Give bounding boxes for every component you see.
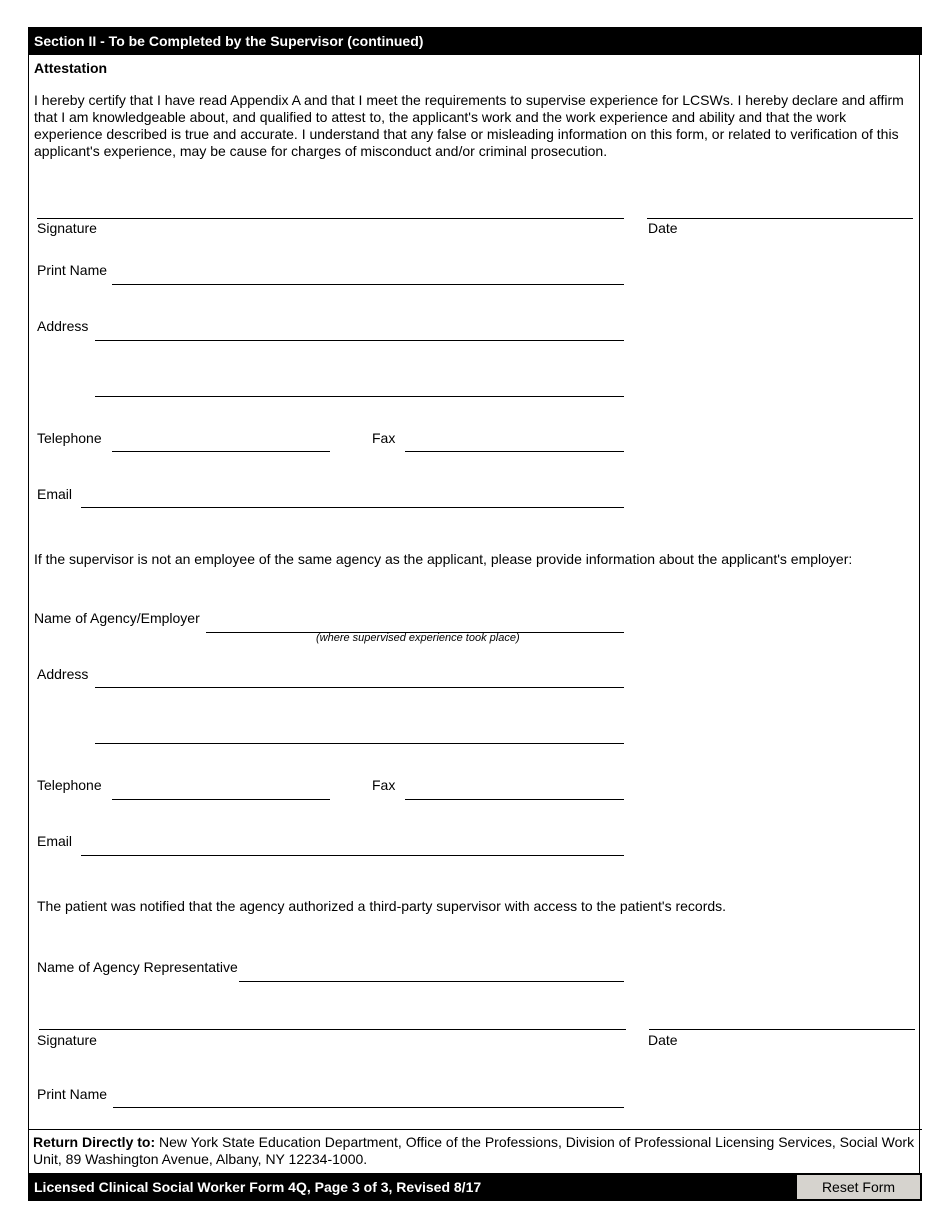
return-divider (28, 1129, 922, 1130)
representative-date-line[interactable] (649, 1029, 915, 1030)
supervisor-signature-line[interactable] (37, 218, 624, 219)
employer-agency-label: Name of Agency/Employer (34, 610, 200, 626)
employer-address-field-2[interactable] (95, 743, 624, 744)
supervisor-email-field[interactable] (81, 507, 624, 508)
employer-email-label: Email (37, 833, 73, 849)
form-title: Licensed Clinical Social Worker Form 4Q, Page 3 of 3, Revised 8/17 (34, 1179, 482, 1195)
employer-agency-note: (where supervised experience took place) (316, 632, 520, 644)
patient-notice: The patient was notified that the agency authorized a third-party supervisor with access to the patient's records. (37, 898, 727, 914)
employer-fax-label: Fax (372, 777, 396, 793)
representative-print-name-label: Print Name (37, 1086, 108, 1102)
supervisor-print-name-label: Print Name (37, 262, 108, 278)
representative-name-field[interactable] (239, 981, 624, 982)
supervisor-address-field-1[interactable] (95, 340, 624, 341)
supervisor-print-name-field[interactable] (112, 284, 624, 285)
footer-bar (28, 1173, 922, 1201)
return-label: Return Directly to: (33, 1134, 156, 1150)
supervisor-telephone-field[interactable] (112, 451, 330, 452)
supervisor-fax-label: Fax (372, 430, 396, 446)
supervisor-date-label: Date (648, 220, 678, 236)
representative-signature-label: Signature (37, 1032, 97, 1048)
reset-form-button[interactable]: Reset Form (797, 1175, 920, 1199)
supervisor-address-field-2[interactable] (95, 396, 624, 397)
supervisor-telephone-label: Telephone (37, 430, 102, 446)
employer-telephone-field[interactable] (112, 799, 330, 800)
representative-date-label: Date (648, 1032, 678, 1048)
supervisor-email-label: Email (37, 486, 73, 502)
section-title: Section II - To be Completed by the Supervisor (continued) (34, 33, 424, 49)
section-header (28, 27, 922, 55)
representative-name-label: Name of Agency Representative (37, 959, 238, 975)
representative-signature-line[interactable] (39, 1029, 626, 1030)
supervisor-signature-label: Signature (37, 220, 97, 236)
supervisor-fax-field[interactable] (405, 451, 624, 452)
employer-address-field-1[interactable] (95, 687, 624, 688)
employer-fax-field[interactable] (405, 799, 624, 800)
employer-telephone-label: Telephone (37, 777, 102, 793)
employer-address-label: Address (37, 666, 89, 682)
employer-email-field[interactable] (81, 855, 624, 856)
return-address: New York State Education Department, Office of the Professions, Division of Professional Licensing Services, Social Work Unit, 89 Washington Avenue, Albany, NY 12234-1000. (33, 1134, 915, 1167)
attestation-heading: Attestation (34, 60, 108, 76)
employer-intro: If the supervisor is not an employee of the same agency as the applicant, please provide information about the applicant's employer: (34, 551, 853, 567)
attestation-text: I hereby certify that I have read Appendix A and that I meet the requirements to supervise experience for LCSWs. I hereby declare and affirm that I am knowledgeable about, and qualified to attest to, the applicant's work and the work experience and ability and that the work experience described is true and accurate. I understand that any false or misleading information on this form, or related to verification of this applicant's experience, may be cause for charges of misconduct and/or criminal prosecution. (34, 92, 904, 159)
return-info (33, 1134, 917, 1168)
representative-print-name-field[interactable] (113, 1107, 624, 1108)
supervisor-address-label: Address (37, 318, 89, 334)
supervisor-date-line[interactable] (647, 218, 913, 219)
